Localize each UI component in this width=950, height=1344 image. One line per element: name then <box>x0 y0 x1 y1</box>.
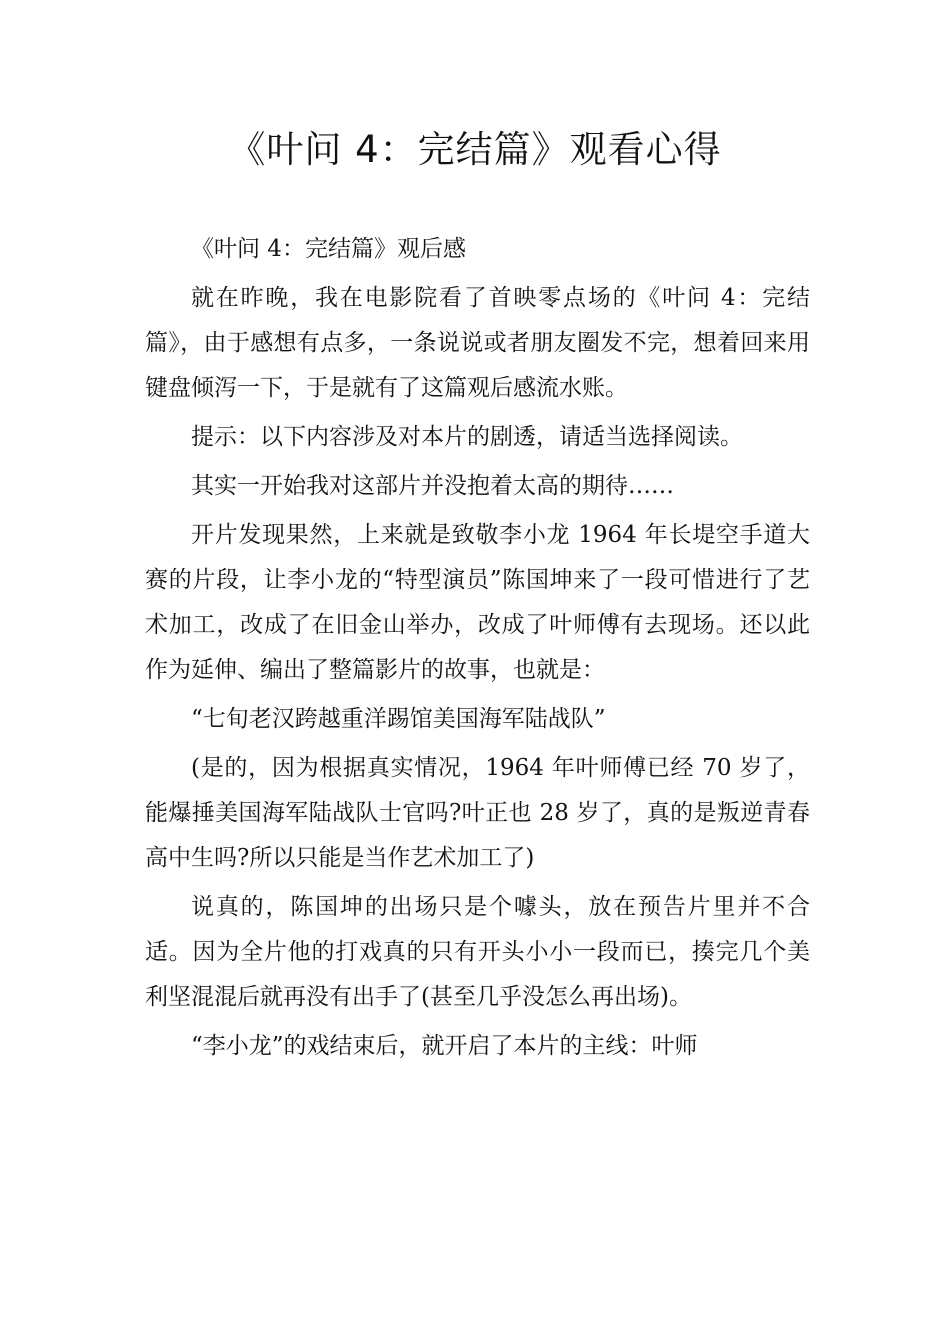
paragraph: 说真的，陈国坤的出场只是个噱头，放在预告片里并不合适。因为全片他的打戏真的只有开头小小一段而已，揍完几个美利坚混混后就再没有出手了(甚至几乎没怎么再出场)。 <box>145 894 810 1010</box>
paragraph: “李小龙”的戏结束后，就开启了本片的主线：叶师 <box>191 1033 698 1059</box>
document-body <box>145 227 810 1073</box>
paragraph-quote: “七旬老汉跨越重洋踢馆美国海军陆战队” <box>191 706 606 732</box>
paragraph: (是的，因为根据真实情况，1964 年叶师傅已经 70 岁了，能爆捶美国海军陆战队士官吗?叶正也 28 岁了，真的是叛逆青春高中生吗?所以只能是当作艺术加工了) <box>145 755 810 871</box>
paragraph: 开片发现果然，上来就是致敬李小龙 1964 年长堤空手道大赛的片段，让李小龙的“特型演员”陈国坤来了一段可惜进行了艺术加工，改成了在旧金山举办，改成了叶师傅有去现场。还以此作为延伸、编出了整篇影片的故事，也就是： <box>145 522 810 683</box>
paragraph: 提示：以下内容涉及对本片的剧透，请适当选择阅读。 <box>191 424 743 450</box>
paragraph: 就在昨晚，我在电影院看了首映零点场的《叶问 4：完结篇》，由于感想有点多，一条说说或者朋友圈发不完，想着回来用键盘倾泻一下，于是就有了这篇观后感流水账。 <box>145 285 810 401</box>
paragraph-subtitle: 《叶问 4：完结篇》观后感 <box>191 236 466 262</box>
document-title: 《叶问 4：完结篇》观看心得 <box>228 128 722 171</box>
paragraph: 其实一开始我对这部片并没抱着太高的期待…… <box>191 473 674 499</box>
